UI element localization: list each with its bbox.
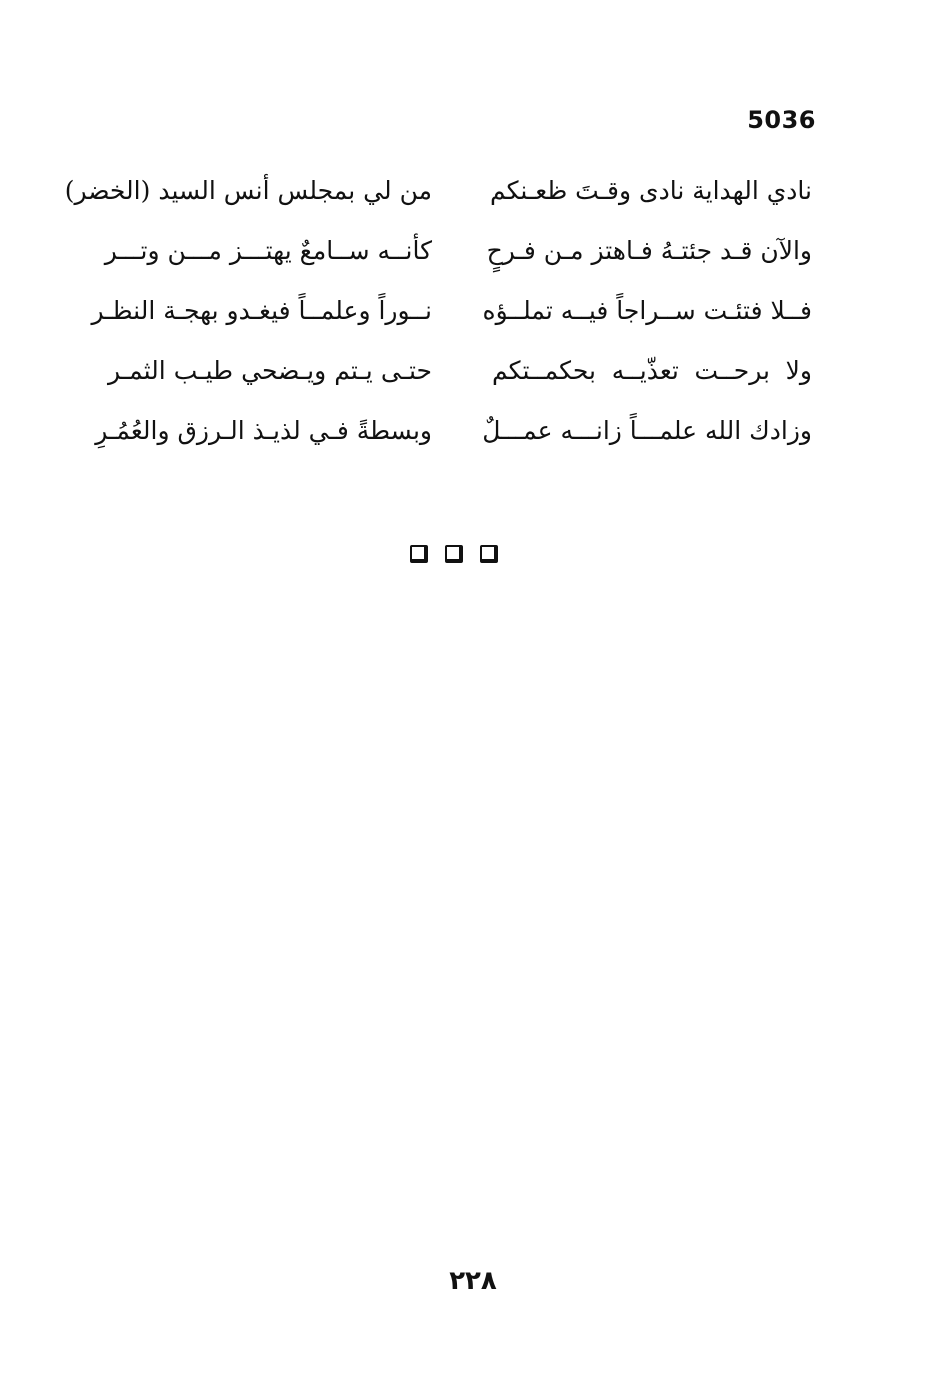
verse-second-hemistich: من لي بمجلس أنس السيد (الخضر)	[64, 175, 432, 205]
square-ornament-icon	[480, 545, 498, 563]
verse-first-hemistich: نادي الهداية نادى وقـتَ ظعـنكم	[489, 175, 812, 205]
verse-line	[104, 220, 812, 280]
verse-line	[91, 280, 812, 340]
verse-line	[108, 340, 812, 400]
verse-first-hemistich: وزادك الله علمـــاً زانـــه عمـــلٌ	[482, 415, 812, 445]
verse-first-hemistich: ولا برحــت تعذّيــه بحكمــتكم	[492, 355, 812, 385]
page-number: ٢٢٨	[449, 1266, 497, 1296]
section-divider	[410, 545, 498, 563]
verse-line	[95, 400, 812, 460]
poem	[64, 160, 812, 460]
square-ornament-icon	[445, 545, 463, 563]
reference-number: 5036	[747, 106, 816, 134]
verse-second-hemistich: كأنــه ســامعٌ يهتـــز مـــن وتـــر	[104, 235, 432, 265]
square-ornament-icon	[410, 545, 428, 563]
verse-second-hemistich: نــوراً وعلمــاً فيغـدو بهجـة النظـر	[91, 295, 432, 325]
verse-second-hemistich: وبسطةً فـي لذيـذ الـرزق والعُمُـرِ	[95, 415, 432, 445]
verse-first-hemistich: والآن قـد جئتـهُ فـاهتز مـن فـرحٍ	[486, 235, 812, 265]
verse-line	[64, 160, 812, 220]
verse-first-hemistich: فــلا فتئـت ســراجاً فيــه تملــؤه	[482, 295, 812, 325]
verse-second-hemistich: حتـى يـتم ويـضحي طيـب الثمـر	[108, 355, 432, 385]
